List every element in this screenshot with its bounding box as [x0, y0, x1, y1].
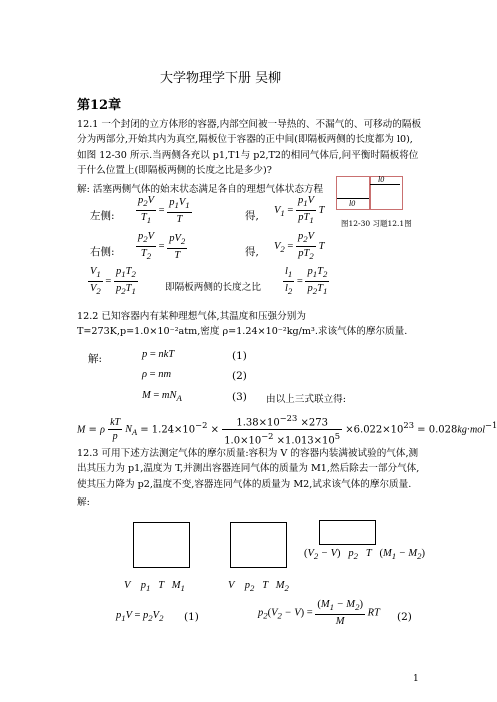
problem-12-3-text: 12.3 可用下述方法测定气体的摩尔质量:容积为 V 的容器内装满被试验的气体,测出其压力为 p1,温度为 T,并测出容器连同气体的质量为 M1,然后除去一部分气体,使其压力降为 p2,温度不变,容器连同气体的质量为 M2,试求该气体的摩尔质量. [77, 448, 420, 490]
figure-caption: 图12-30 习题12.1图 [341, 219, 412, 228]
eq2-tag: (2) [232, 370, 247, 382]
page-number: 1 [413, 674, 419, 684]
left-de: 得, [245, 210, 259, 222]
problem-12-2-text: 12.2 已知容器内有某种理想气体,其温度和压强分别为 T=273K,p=1.0×10⁻²atm,密度 ρ=1.24×10⁻²kg/m³.求该气体的摩尔质量. [77, 311, 408, 338]
length-ratio-eq: $\frac{l_1}{l_2}$ = $\frac{p_1T_2}{p_2T_1}$ [285, 266, 328, 297]
eq12-3-1-tag: (1) [184, 611, 199, 623]
page-title: 大学物理学下册 吴柳 [160, 71, 282, 86]
left-eq-1: $\frac{p_2V}{T_1}$ = $\frac{p_1V_1}{T}$ [138, 195, 190, 226]
l0-top-label: l0 [378, 175, 385, 184]
left-side-label: 左侧: [90, 210, 115, 222]
right-eq-1: $\frac{p_2V}{T_2}$ = $\frac{pV_2}{T}$ [138, 231, 186, 262]
eq-p1V-p2V2: $p_1V = p_2V_2$ [116, 610, 164, 624]
right-eq-2: $V_2$ = $\frac{p_2V}{pT_2}$ T [274, 231, 325, 262]
eq-removed-gas: $p_2(V_2 - V)$ = $\frac{(M_1 - M_2)}{M}$ RT [258, 599, 380, 628]
eq-M-mNA: $M = mN_A$ [142, 390, 182, 404]
container-state-1 [133, 522, 190, 568]
problem-12-1-text: 12.1 一个封闭的立方体形的容器,内部空间被一导热的、不漏气的、可移动的隔板分为两部分,开始其内为真空,隔板位于容器的正中间(即隔板两侧的长度都为 l0),如图 12-30 所示.当两侧各充以 p1,T1与 p2,T2的相同气体后,问平衡时隔板将位于什么位置上(即隔板两侧的长度之比是多少)? [77, 119, 422, 176]
l0-top-arrow [370, 184, 400, 185]
container-removed-gas [319, 520, 376, 545]
chapter-heading: 第12章 [77, 98, 122, 113]
l0-left-label: l0 [349, 199, 356, 208]
molar-mass-result-eq: M = ρ $\frac{kT}{p}$ $N_A = 1.24\times 10^{-2}$ × $\frac{1.38\times 10^{-23} \times 273}{1.0\times 10^{-2} \times 1.013\times 10^5}$ $\times 6.022\times 10^{23} = 0.028kg\cdot mol^{-1}$ [77, 413, 497, 447]
state-1-label: V $p_1$ T $M_1$ [124, 580, 185, 594]
eq-rho-nm: ρ = nm [142, 369, 172, 380]
container-state-2 [230, 522, 287, 568]
partition-line [369, 176, 371, 210]
ratio-text: 即隔板两侧的长度之比 [165, 282, 261, 293]
solution-12-1-intro: 解: 活塞两侧气体的始末状态满足各自的理想气体状态方程 [77, 184, 324, 195]
removed-gas-state: $(V_2 - V)$ $p_2$ T $(M_1 - M_2)$ [304, 548, 426, 562]
volume-ratio-eq: $\frac{V_1}{V_2}$ = $\frac{p_1T_2}{p_2T_1}$ [90, 266, 136, 297]
eq1-tag: (1) [232, 350, 247, 362]
right-side-label: 右侧: [90, 246, 115, 258]
eq3-note: 由以上三式联立得: [266, 394, 346, 405]
solution-12-3-label: 解: [77, 497, 90, 508]
eq-p-nkT: p = nkT [142, 349, 175, 360]
state-2-label: V $p_2$ T $M_2$ [228, 580, 289, 594]
eq12-3-2-tag: (2) [397, 611, 412, 623]
right-de: 得, [245, 246, 259, 258]
solution-12-2-label: 解: [88, 353, 103, 365]
eq3-tag: (3) [232, 391, 247, 403]
left-eq-2: $V_1$ = $\frac{p_1V}{pT_1}$ T [274, 195, 325, 226]
